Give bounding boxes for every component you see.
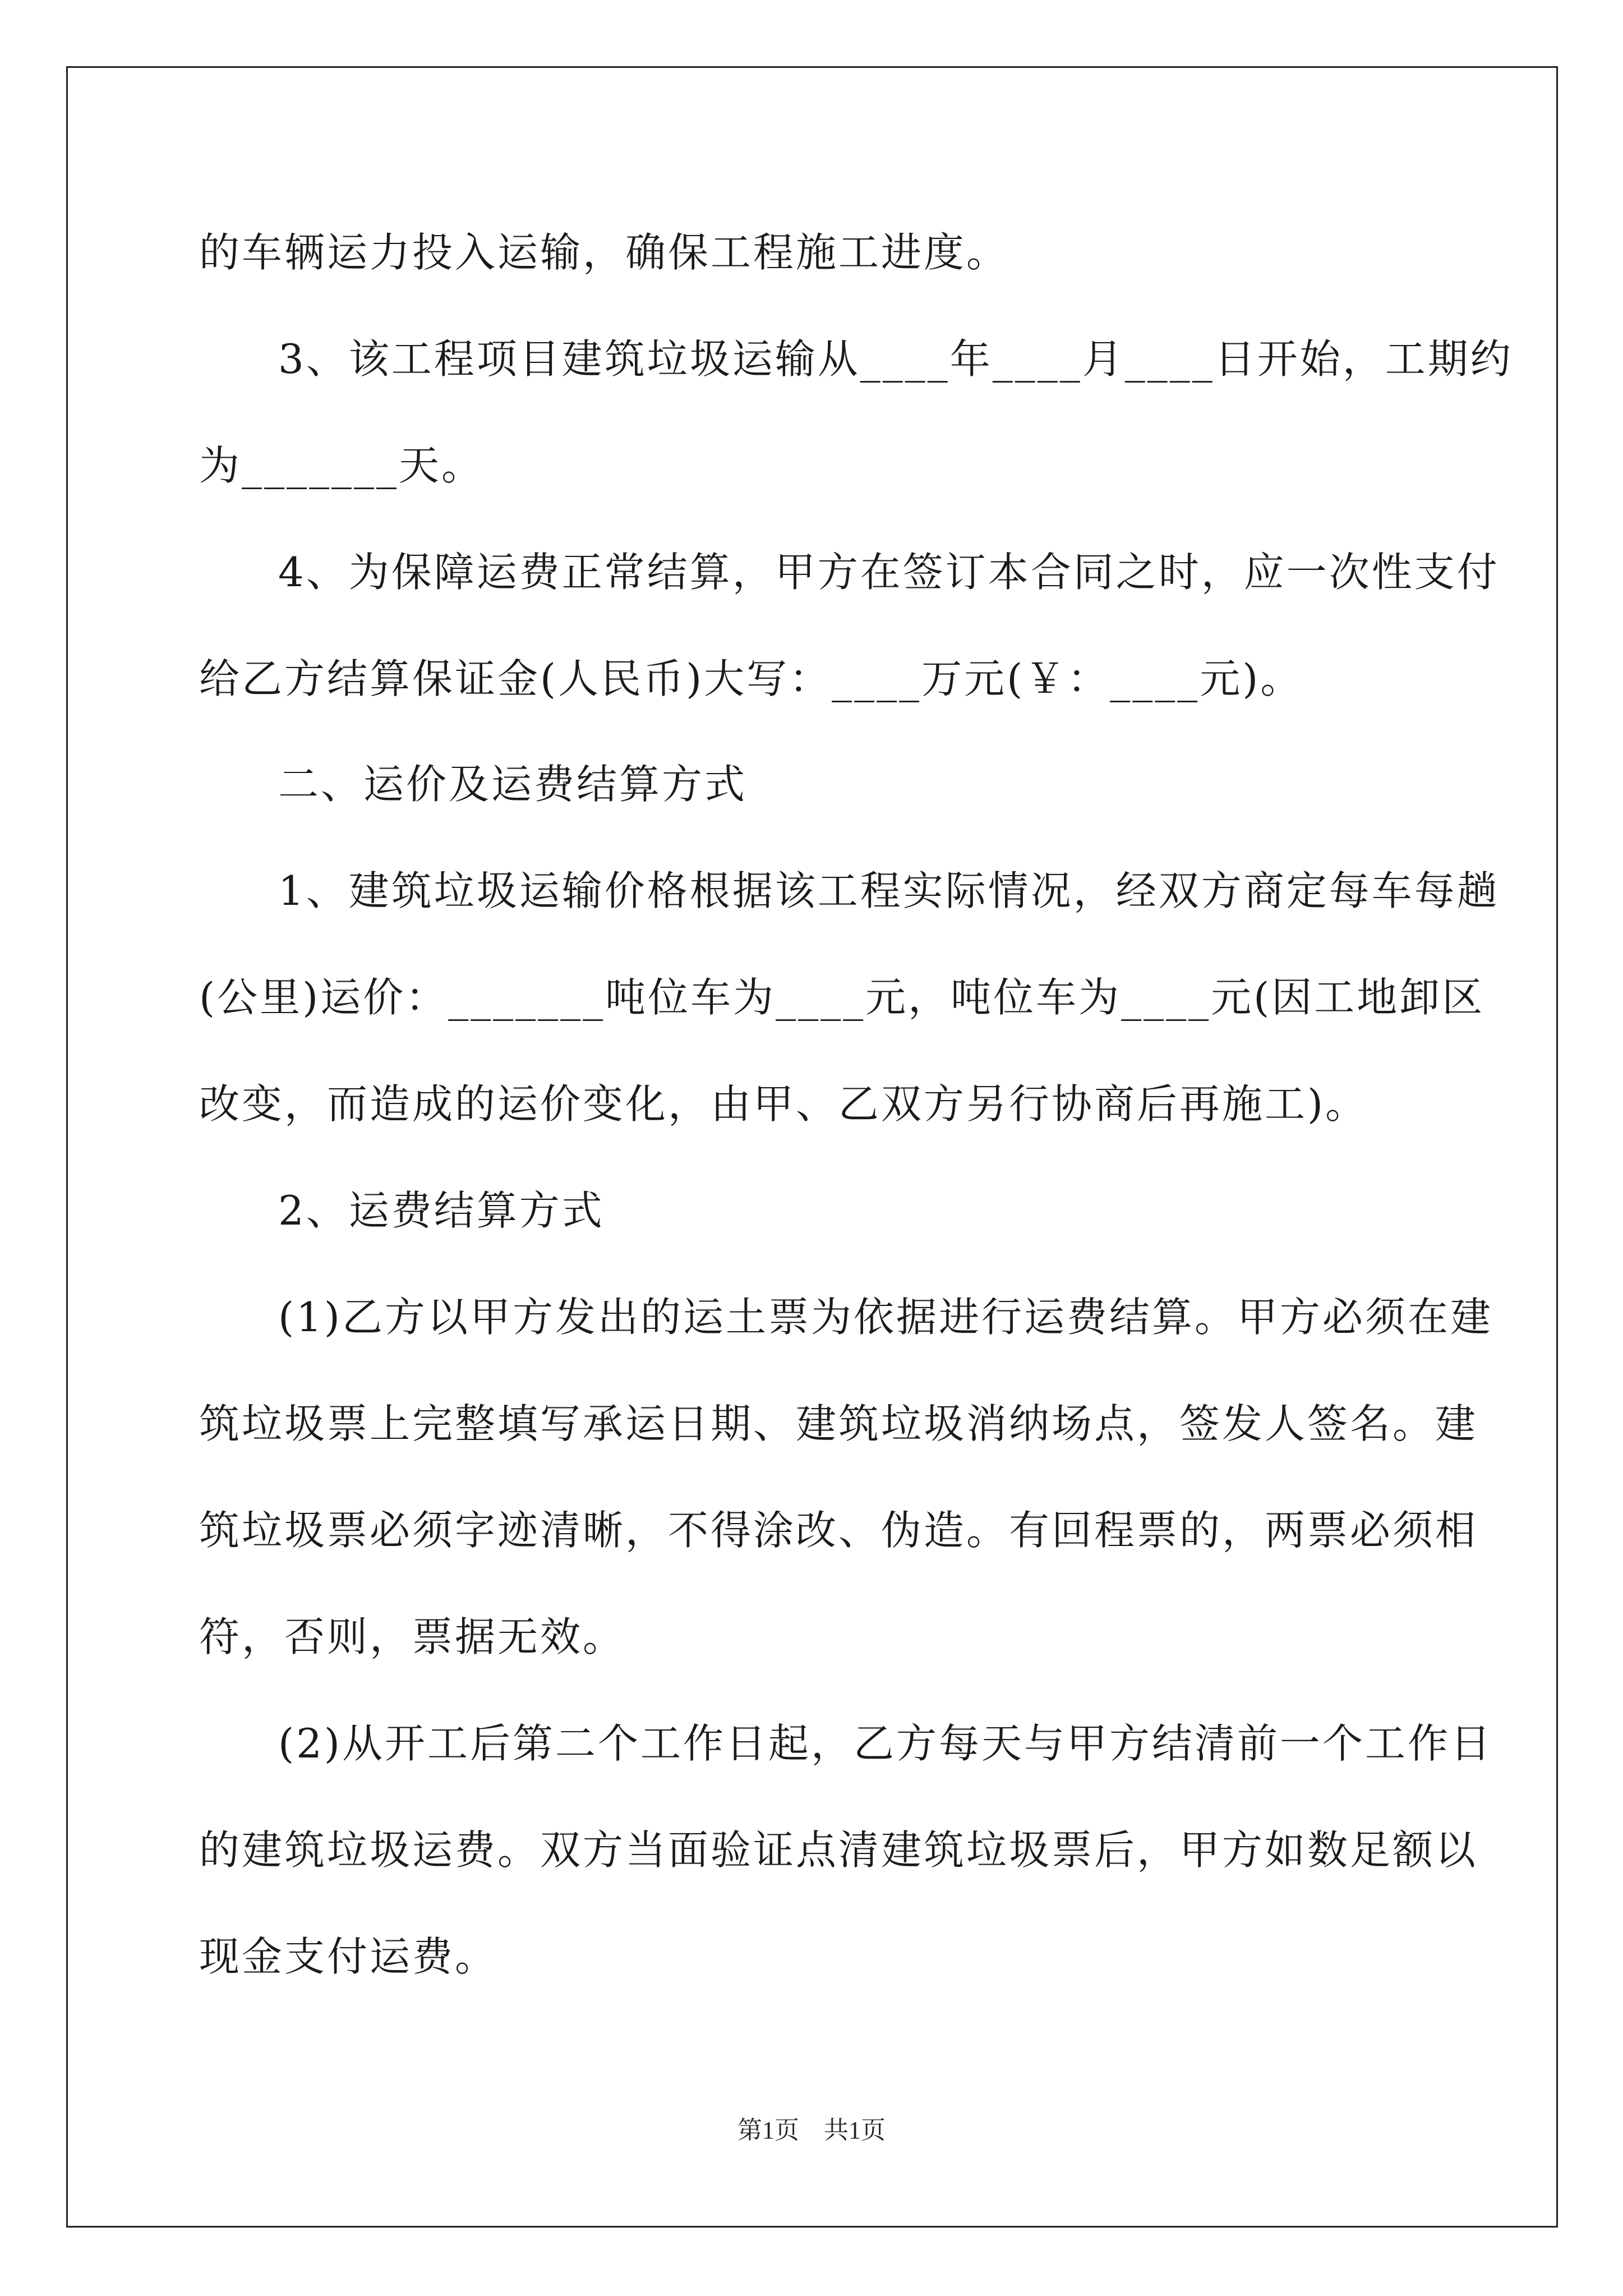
paragraph-line: 符，否则，票据无效。 xyxy=(199,1613,626,1660)
paragraph-line: 的车辆运力投入运输，确保工程施工进度。 xyxy=(199,229,1009,276)
paragraph-line: 现金支付运费。 xyxy=(199,1933,498,1980)
paragraph-line: 给乙方结算保证金(人民币)大写：____万元(￥：____元)。 xyxy=(199,655,1303,702)
paragraph-line: 为_______天。 xyxy=(199,442,485,489)
paragraph-line: 改变，而造成的运价变化，由甲、乙双方另行协商后再施工)。 xyxy=(199,1080,1368,1128)
page-border xyxy=(66,66,1558,2228)
paragraph-line: (2)从开工后第二个工作日起，乙方每天与甲方结清前一个工作日 xyxy=(278,1720,1493,1767)
page-number-footer: 第1页 共1页 xyxy=(737,2116,886,2144)
paragraph-line: 筑垃圾票上完整填写承运日期、建筑垃圾消纳场点，签发人签名。建 xyxy=(199,1400,1478,1447)
paragraph-line: 筑垃圾票必须字迹清晰，不得涂改、伪造。有回程票的，两票必须相 xyxy=(199,1507,1478,1554)
paragraph-line: 1、建筑垃圾运输价格根据该工程实际情况，经双方商定每车每趟 xyxy=(278,867,1500,914)
section-heading: 二、运价及运费结算方式 xyxy=(278,761,748,808)
paragraph-line: 3、该工程项目建筑垃圾运输从____年____月____日开始，工期约 xyxy=(278,335,1513,383)
paragraph-line: (1)乙方以甲方发出的运土票为依据进行运费结算。甲方必须在建 xyxy=(278,1294,1493,1341)
paragraph-line: 4、为保障运费正常结算，甲方在签订本合同之时，应一次性支付 xyxy=(278,549,1500,596)
paragraph-line: (公里)运价：_______吨位车为____元，吨位车为____元(因工地卸区 xyxy=(199,974,1485,1021)
paragraph-line: 的建筑垃圾运费。双方当面验证点清建筑垃圾票后，甲方如数足额以 xyxy=(199,1826,1478,1874)
subsection-heading: 2、运费结算方式 xyxy=(278,1187,605,1234)
